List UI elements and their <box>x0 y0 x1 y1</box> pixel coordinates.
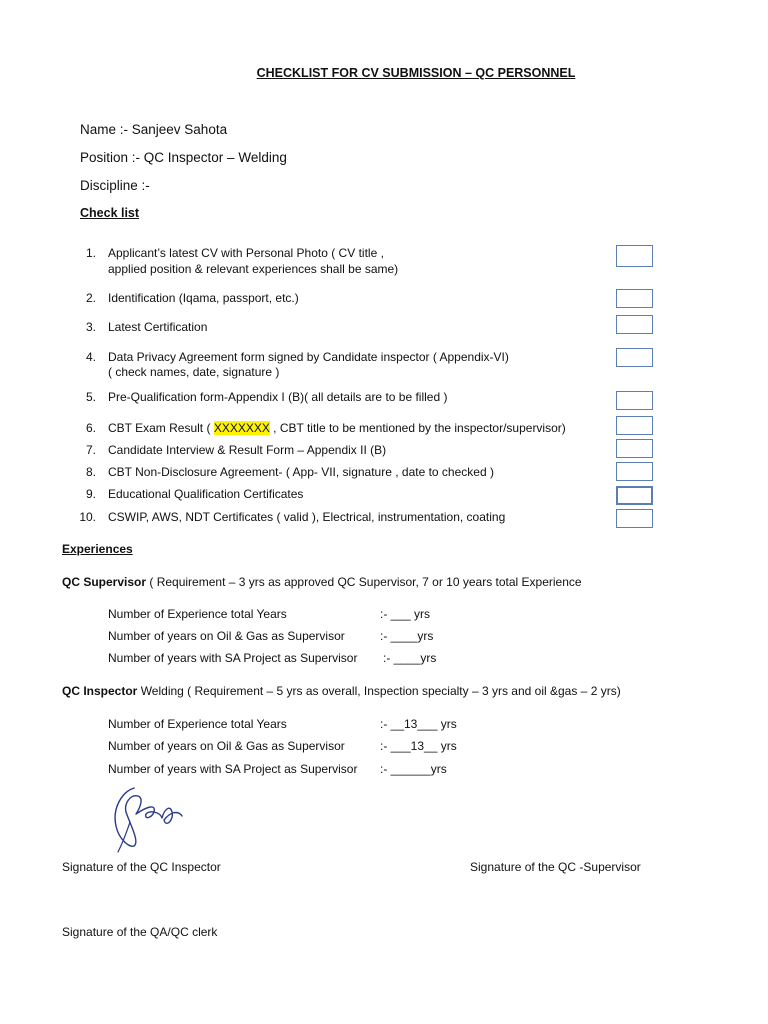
item-text: Identification (Iqama, passport, etc.) <box>108 291 299 305</box>
inspector-requirement: QC Inspector Welding ( Requirement – 5 yrs as overall, Inspection specialty – 3 yrs and oil &gas – 2 yrs) <box>62 684 621 698</box>
inspector-sa-label: Number of years with SA Project as Supervisor <box>108 762 358 776</box>
item-text: ( check names, date, signature ) <box>108 365 280 379</box>
inspector-oil-gas-value: :- ___13__ yrs <box>380 739 457 753</box>
item-text: CSWIP, AWS, NDT Certificates ( valid ), Electrical, instrumentation, coating <box>108 510 506 524</box>
supervisor-total-years-value: :- ___ yrs <box>380 607 431 621</box>
supervisor-sa-label: Number of years with SA Project as Supervisor <box>108 651 358 665</box>
item-text: CBT Non-Disclosure Agreement- ( App- VII, signature , date to checked ) <box>108 465 494 479</box>
checkbox[interactable] <box>616 348 653 367</box>
supervisor-signature-label: Signature of the QC -Supervisor <box>470 860 641 874</box>
inspector-total-years-label: Number of Experience total Years <box>108 717 287 731</box>
checkbox[interactable] <box>616 486 653 505</box>
item-text: applied position & relevant experiences shall be same) <box>108 262 399 276</box>
handwritten-signature <box>104 782 194 854</box>
item-number: 9. <box>85 487 96 501</box>
item-number: 2. <box>85 291 96 305</box>
item-number: 3. <box>85 320 96 334</box>
checkbox[interactable] <box>616 509 653 528</box>
checkbox[interactable] <box>616 416 653 435</box>
item-text: Latest Certification <box>108 320 208 334</box>
position-line: Position :- QC Inspector – Welding <box>80 150 287 165</box>
checkbox[interactable] <box>616 462 653 481</box>
document-title: CHECKLIST FOR CV SUBMISSION – QC PERSONNEL <box>256 66 576 80</box>
item-number: 1. <box>85 246 96 260</box>
item-text: Pre-Qualification form-Appendix I (B)( all details are to be filled ) <box>108 390 448 404</box>
name-line: Name :- Sanjeev Sahota <box>80 122 228 137</box>
checkbox[interactable] <box>616 289 653 308</box>
inspector-signature-label: Signature of the QC Inspector <box>62 860 221 874</box>
inspector-sa-value: :- ______yrs <box>380 762 447 776</box>
item-number: 5. <box>85 390 96 404</box>
supervisor-total-years-label: Number of Experience total Years <box>108 607 287 621</box>
checkbox[interactable] <box>616 315 653 334</box>
checkbox[interactable] <box>616 245 653 267</box>
supervisor-sa-value: :- ____yrs <box>383 651 437 665</box>
item-text: Candidate Interview & Result Form – Appendix II (B) <box>108 443 387 457</box>
supervisor-requirement: QC Supervisor ( Requirement – 3 yrs as approved QC Supervisor, 7 or 10 years total Experience <box>62 575 582 589</box>
item-text: Educational Qualification Certificates <box>108 487 304 501</box>
supervisor-oil-gas-value: :- ____yrs <box>380 629 434 643</box>
item-number: 6. <box>85 421 96 435</box>
inspector-total-years-value: :- __13___ yrs <box>380 717 457 731</box>
supervisor-oil-gas-label: Number of years on Oil & Gas as Supervisor <box>108 629 345 643</box>
item-number: 7. <box>85 443 96 457</box>
item-number: 4. <box>85 350 96 364</box>
item-number: 10. <box>79 510 96 524</box>
clerk-signature-label: Signature of the QA/QC clerk <box>62 925 218 939</box>
item-number: 8. <box>85 465 96 479</box>
item-text: Data Privacy Agreement form signed by Candidate inspector ( Appendix-VI) <box>108 350 509 364</box>
checklist-heading: Check list <box>80 206 140 220</box>
item-text: Applicant’s latest CV with Personal Photo ( CV title , <box>108 246 384 260</box>
checkbox[interactable] <box>616 391 653 410</box>
checkbox[interactable] <box>616 439 653 458</box>
experiences-heading: Experiences <box>62 542 133 556</box>
discipline-line: Discipline :- <box>80 178 150 193</box>
highlighted-placeholder: XXXXXXX <box>213 421 270 435</box>
item-text: CBT Exam Result ( XXXXXXX , CBT title to be mentioned by the inspector/supervisor) <box>108 421 566 435</box>
inspector-oil-gas-label: Number of years on Oil & Gas as Supervisor <box>108 739 345 753</box>
